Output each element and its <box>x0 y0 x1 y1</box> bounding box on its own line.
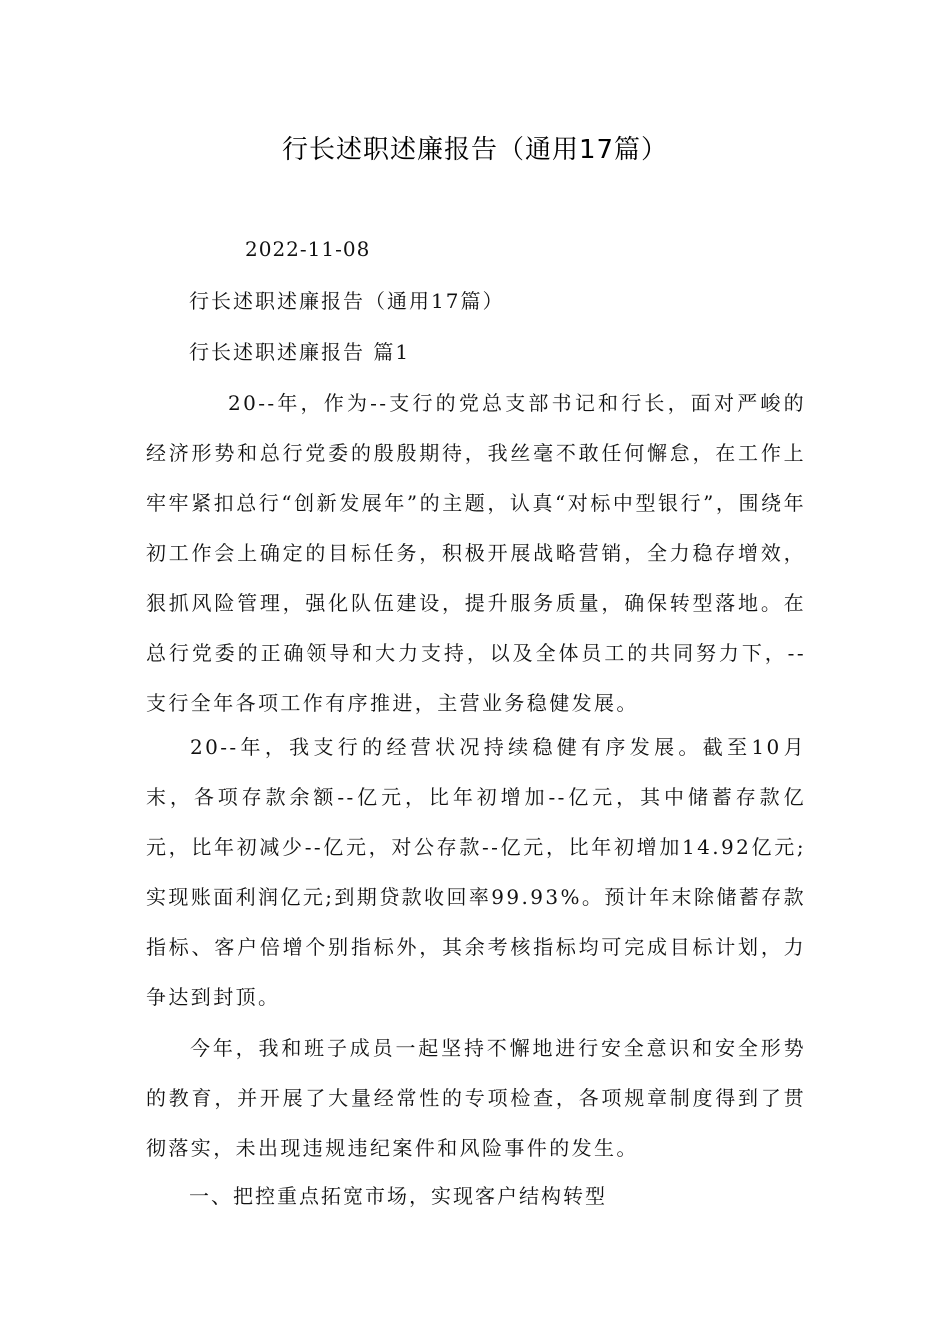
body-paragraph-1: 20--年，作为--支行的党总支部书记和行长，面对严峻的经济形势和总行党委的殷殷期待，我丝毫不敢任何懈怠，在工作上牢牢紧扣总行“创新发展年”的主题，认真“对标中型银行”，围绕年初工作会上确定的目标任务，积极开展战略营销，全力稳存增效，狠抓风险管理，强化队伍建设，提升服务质量，确保转型落地。在总行党委的正确领导和大力支持，以及全体员工的共同努力下，--支行全年各项工作有序推进，主营业务稳健发展。 <box>146 391 806 715</box>
body-paragraph-3: 今年，我和班子成员一起坚持不懈地进行安全意识和安全形势的教育，并开展了大量经常性的专项检查，各项规章制度得到了贯彻落实，未出现违规违纪案件和风险事件的发生。 <box>146 1036 806 1160</box>
section-heading: 一、把控重点拓宽市场，实现客户结构转型 <box>189 1184 607 1208</box>
body-paragraph-2: 20--年，我支行的经营状况持续稳健有序发展。截至10月末，各项存款余额--亿元，比年初增加--亿元，其中储蓄存款亿元，比年初减少--亿元，对公存款--亿元，比年初增加14.92亿元;实现账面利润亿元;到期贷款收回率99.93%。预计年末除储蓄存款指标、客户倍增个别指标外，其余考核指标均可完成目标计划，力争达到封顶。 <box>146 735 806 1009</box>
chapter-heading: 行长述职述廉报告 篇1 <box>189 340 411 364</box>
document-date: 2022-11-08 <box>245 237 371 261</box>
document-subtitle: 行长述职述廉报告（通用17篇） <box>189 289 505 313</box>
document-title: 行长述职述廉报告（通用17篇） <box>281 135 669 165</box>
